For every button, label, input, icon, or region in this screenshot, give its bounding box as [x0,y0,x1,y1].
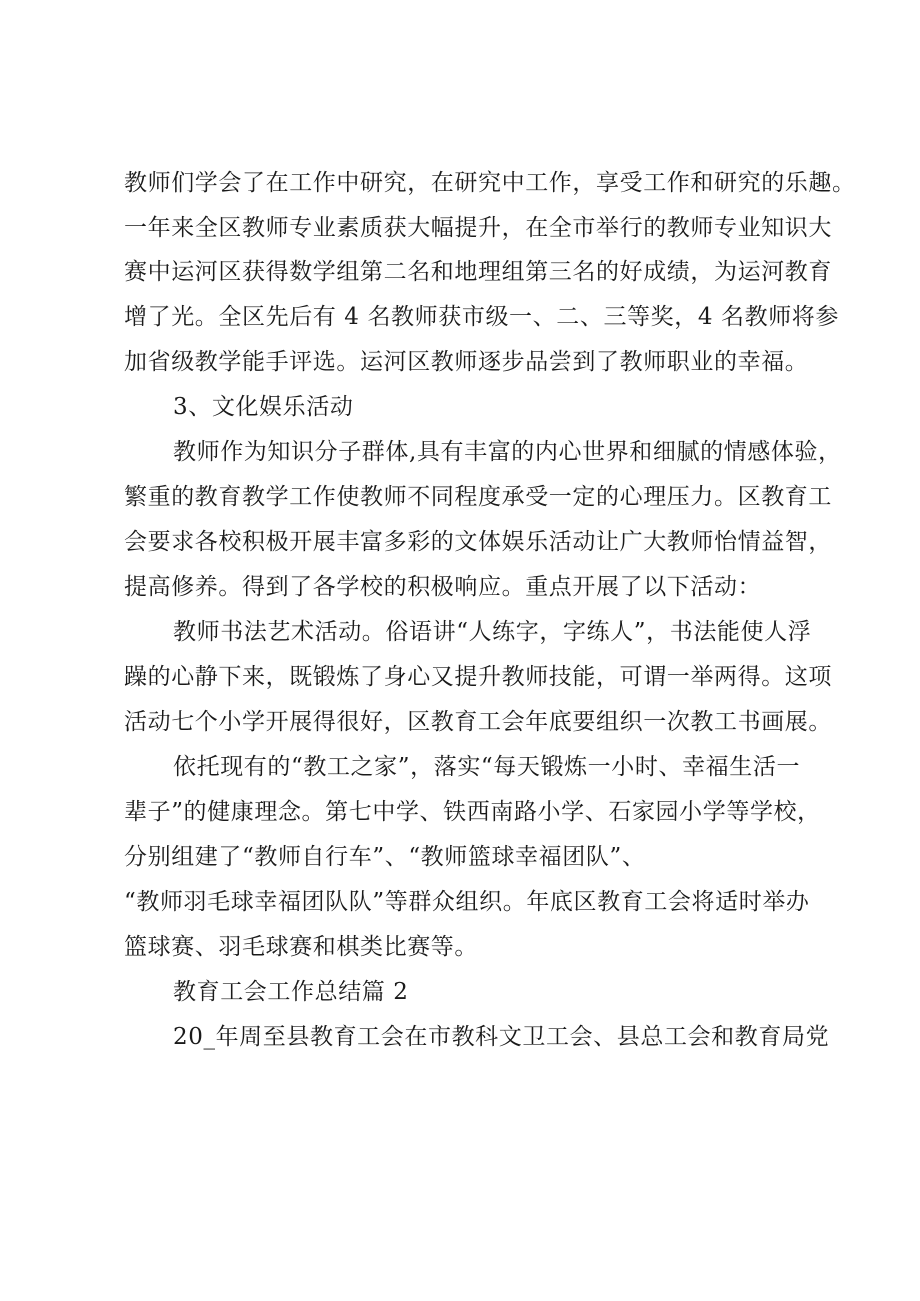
paragraph-line: 活动七个小学开展得很好，区教育工会年底要组织一次教工书画展。 [124,709,832,735]
paragraph-line: 躁的心静下来，既锻炼了身心又提升教师技能，可谓一举两得。这项 [124,664,832,690]
paragraph-line: 篮球赛、羽毛球赛和棋类比赛等。 [124,934,478,960]
paragraph-line: 提高修养。得到了各学校的积极响应。重点开展了以下活动： [124,574,762,600]
section-heading: 教育工会工作总结篇 2 [173,979,409,1005]
paragraph-line: 增了光。全区先后有 4 名教师获市级一、二、三等奖，4 名教师将参 [124,304,839,330]
paragraph-line: 会要求各校积极开展丰富多彩的文体娱乐活动让广大教师怡情益智， [124,529,832,555]
paragraph-line: 辈子”的健康理念。第七中学、铁西南路小学、石家园小学等学校， [124,799,821,825]
paragraph-line: 繁重的教育教学工作使教师不同程度承受一定的心理压力。区教育工 [124,484,832,510]
paragraph-line: 教师们学会了在工作中研究，在研究中工作，享受工作和研究的乐趣。 [124,170,856,196]
paragraph-line: 赛中运河区获得数学组第二名和地理组第三名的好成绩，为运河教育 [124,259,832,285]
paragraph-line: 教师书法艺术活动。俗语讲“人练字，字练人”，书法能使人浮 [173,619,812,645]
paragraph-line: 依托现有的“教工之家”，落实“每天锻炼一小时、幸福生活一 [173,754,801,780]
section-heading: 3、文化娱乐活动 [173,394,354,420]
paragraph-line: 20_年周至县教育工会在市教科文卫工会、县总工会和教育局党 [173,1024,830,1050]
paragraph-line: 加省级教学能手评选。运河区教师逐步品尝到了教师职业的幸福。 [124,349,809,375]
paragraph-line: 教师作为知识分子群体,具有丰富的内心世界和细腻的情感体验， [173,439,842,465]
paragraph-line: 一年来全区教师专业素质获大幅提升，在全市举行的教师专业知识大 [124,215,832,241]
paragraph-line: “教师羽毛球幸福团队队”等群众组织。年底区教育工会将适时举办 [124,889,810,915]
paragraph-line: 分别组建了“教师自行车”、“教师篮球幸福团队”、 [124,844,646,870]
